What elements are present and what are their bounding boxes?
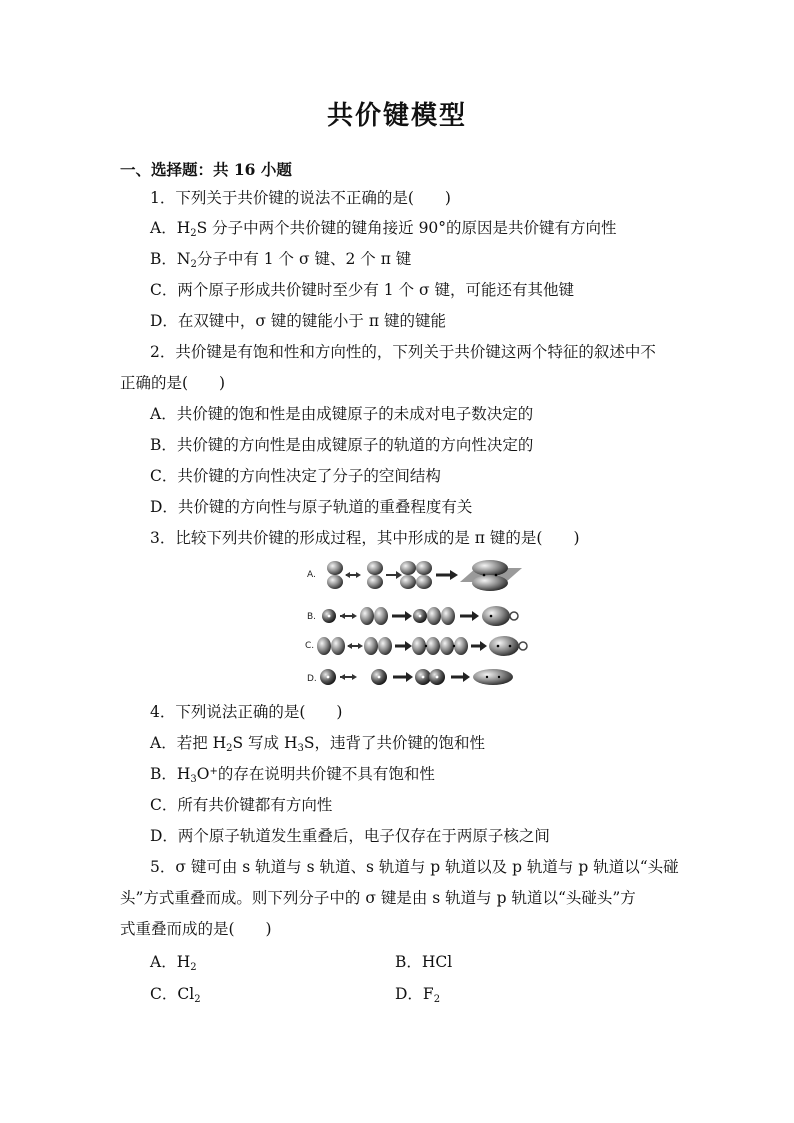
question-4-option-b: B．$H_3O^+$的存在说明共价键不具有饱和性 <box>150 765 435 785</box>
question-4-option-c: C．所有共价键都有方向性 <box>150 796 333 814</box>
question-5-option-d: D．$F_2$ <box>395 985 441 1005</box>
question-5-stem-line2: 头”方式重叠而成。则下列分子中的 σ 键是由 s 轨道与 p 轨道以“头碰头”方 <box>120 889 636 907</box>
figure-label-b: B. <box>307 612 317 622</box>
question-2-option-a: A．共价键的饱和性是由成键原子的未成对电子数决定的 <box>150 405 534 423</box>
row-a-orbitals <box>327 560 522 591</box>
row-d-orbitals <box>320 669 513 685</box>
question-3-stem: 3．比较下列共价键的形成过程，其中形成的是 π 键的是( ) <box>150 529 580 547</box>
question-2-option-d: D．共价键的方向性与原子轨道的重叠程度有关 <box>150 498 473 516</box>
orbital-overlap-figure <box>300 560 540 690</box>
figure-label-a: A. <box>307 570 316 580</box>
row-c-orbitals <box>317 636 527 656</box>
question-5-stem-line1: 5．σ 键可由 s 轨道与 s 轨道、s 轨道与 p 轨道以及 p 轨道与 p 轨道以“头碰 <box>150 858 679 876</box>
question-2-stem-line1: 2．共价键是有饱和性和方向性的，下列关于共价键这两个特征的叙述中不 <box>150 343 656 361</box>
question-1-option-d: D．在双键中，σ 键的键能小于 π 键的键能 <box>150 312 446 330</box>
question-4-stem: 4．下列说法正确的是( ) <box>150 703 343 721</box>
section-heading: 一、选择题：共 16 小题 <box>120 160 292 179</box>
figure-label-d: D. <box>307 674 317 684</box>
row-b-orbitals <box>322 606 518 626</box>
question-5-option-a: A．$H_2$ <box>150 953 197 973</box>
question-2-option-b: B．共价键的方向性是由成键原子的轨道的方向性决定的 <box>150 436 534 454</box>
question-1-option-c: C．两个原子形成共价键时至少有 1 个 σ 键，可能还有其他键 <box>150 281 575 299</box>
question-4-option-d: D．两个原子轨道发生重叠后，电子仅存在于两原子核之间 <box>150 827 550 845</box>
question-2-stem-line2: 正确的是( ) <box>120 374 226 392</box>
question-5-option-b: B．HCl <box>395 953 453 971</box>
question-5-option-c: C．$Cl_2$ <box>150 985 201 1005</box>
question-1-option-a: A．$H_2S$ 分子中两个共价键的键角接近 90°的原因是共价键有方向性 <box>150 219 617 239</box>
question-1-stem: 1．下列关于共价键的说法不正确的是( ) <box>150 189 451 207</box>
question-1-option-b: B．$N_2$分子中有 1 个 σ 键、2 个 π 键 <box>150 250 412 270</box>
question-2-option-c: C．共价键的方向性决定了分子的空间结构 <box>150 467 441 485</box>
question-5-stem-line3: 式重叠而成的是( ) <box>120 920 272 938</box>
question-4-option-a: A．若把 $H_2S$ 写成 $H_3S$，违背了共价键的饱和性 <box>150 734 486 754</box>
figure-label-c: C. <box>305 641 315 651</box>
page-title: 共价键模型 <box>326 101 467 131</box>
